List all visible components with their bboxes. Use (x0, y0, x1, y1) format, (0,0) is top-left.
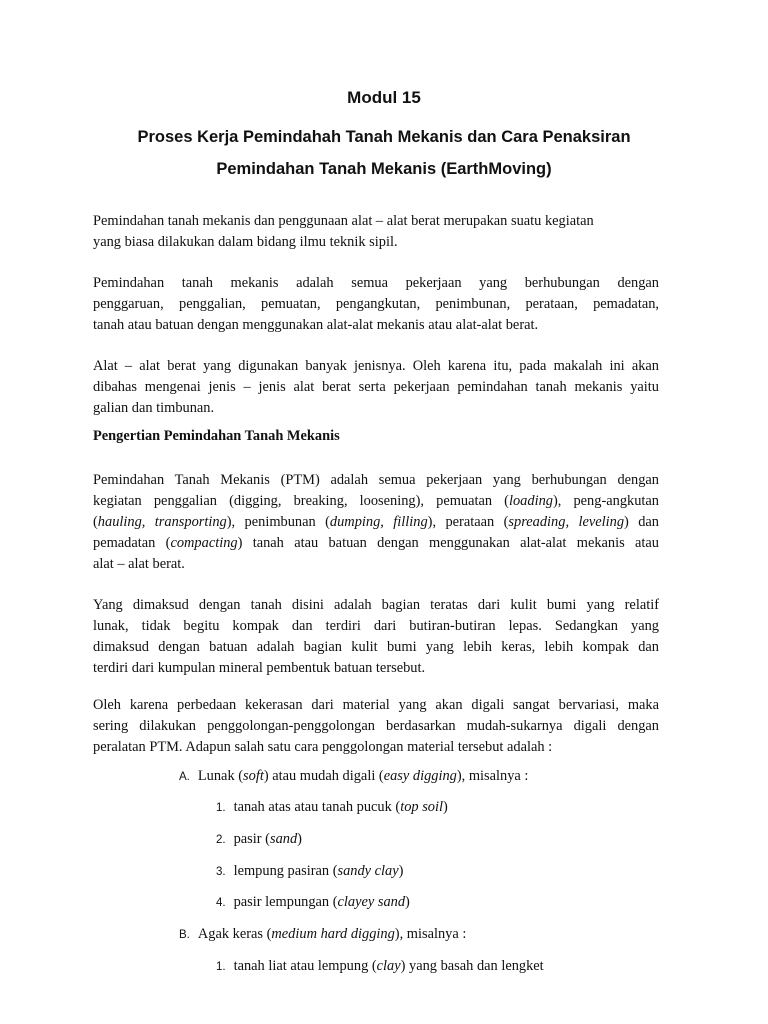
list-subitem: 3. lempung pasiran (sandy clay) (216, 863, 404, 879)
list-marker: 3. (216, 866, 226, 878)
document-title-line-1: Proses Kerja Pemindahah Tanah Mekanis dan Cara Penaksiran (137, 128, 631, 146)
paragraph-classification (93, 695, 659, 758)
paragraph-line: yang biasa dilakukan dalam bidang ilmu teknik sipil. (93, 234, 398, 250)
list-subitem: 1. tanah liat atau lempung (clay) yang basah dan lengket (216, 958, 544, 974)
paragraph-line: dibahas mengenai jenis – jenis alat berat serta pekerjaan pemindahan tanah mekanis yaitu (93, 379, 659, 395)
paragraph-line: lunak, tidak begitu kompak dan terdiri dari butiran-butiran lepas. Sedangkan yang (93, 618, 659, 634)
paragraph-line: pemadatan (compacting) tanah atau batuan dengan menggunakan alat-alat mekanis atau (93, 535, 659, 551)
list-marker: 1. (216, 802, 226, 814)
paragraph-line: Alat – alat berat yang digunakan banyak jenisnya. Oleh karena itu, pada makalah ini akan (93, 358, 659, 374)
section-heading: Pengertian Pemindahan Tanah Mekanis (93, 428, 340, 444)
list-marker: 4. (216, 897, 226, 909)
paragraph-ptm-definition (93, 470, 659, 575)
list-marker: A. (179, 771, 190, 783)
paragraph-line: galian dan timbunan. (93, 400, 215, 416)
list-marker: 2. (216, 834, 226, 846)
paragraph-line: (hauling, transporting), penimbunan (dumping, filling), perataan (spreading, leveling) dan (93, 514, 659, 530)
paragraph-definition (93, 273, 659, 336)
document-title-line-2: Pemindahan Tanah Mekanis (EarthMoving) (216, 160, 552, 178)
paragraph-line: Oleh karena perbedaan kekerasan dari material yang akan digali sangat bervariasi, maka (93, 697, 659, 713)
module-title: Modul 15 (347, 88, 421, 107)
paragraph-line: Pemindahan tanah mekanis adalah semua pekerjaan yang berhubungan dengan (93, 275, 659, 291)
paragraph-line: Yang dimaksud dengan tanah disini adalah bagian teratas dari kulit bumi yang relatif (93, 597, 659, 613)
paragraph-line: alat – alat berat. (93, 556, 185, 572)
paragraph-line: tanah atau batuan dengan menggunakan alat-alat mekanis atau alat-alat berat. (93, 317, 539, 333)
paragraph-heavy-equipment (93, 356, 659, 419)
list-item-a: A. Lunak (soft) atau mudah digali (easy digging), misalnya : (179, 768, 529, 784)
paragraph-line: terdiri dari kumpulan mineral pembentuk batuan tersebut. (93, 660, 426, 676)
paragraph-line: penggaruan, penggalian, pemuatan, pengangkutan, penimbunan, perataan, pemadatan, (93, 296, 659, 312)
list-subitem: 2. pasir (sand) (216, 831, 302, 847)
list-item-b: B. Agak keras (medium hard digging), misalnya : (179, 926, 467, 942)
paragraph-line: sering dilakukan penggolongan-penggolongan berdasarkan mudah-sukarnya digali dengan (93, 718, 659, 734)
list-subitem: 1. tanah atas atau tanah pucuk (top soil) (216, 799, 448, 815)
list-subitem: 4. pasir lempungan (clayey sand) (216, 894, 410, 910)
paragraph-line: Pemindahan Tanah Mekanis (PTM) adalah semua pekerjaan yang berhubungan dengan (93, 472, 659, 488)
paragraph-soil-definition (93, 595, 659, 679)
paragraph-line: dimaksud dengan batuan adalah bagian kulit bumi yang lebih keras, lebih kompak dan (93, 639, 659, 655)
paragraph-line: kegiatan penggalian (digging, breaking, loosening), pemuatan (loading), peng-angkutan (93, 493, 659, 509)
list-marker: 1. (216, 961, 226, 973)
paragraph-line: Pemindahan tanah mekanis dan penggunaan alat – alat berat merupakan suatu kegiatan (93, 213, 594, 229)
paragraph-line: peralatan PTM. Adapun salah satu cara penggolongan material tersebut adalah : (93, 739, 553, 755)
list-marker: B. (179, 929, 190, 941)
paragraph-intro (93, 211, 659, 253)
